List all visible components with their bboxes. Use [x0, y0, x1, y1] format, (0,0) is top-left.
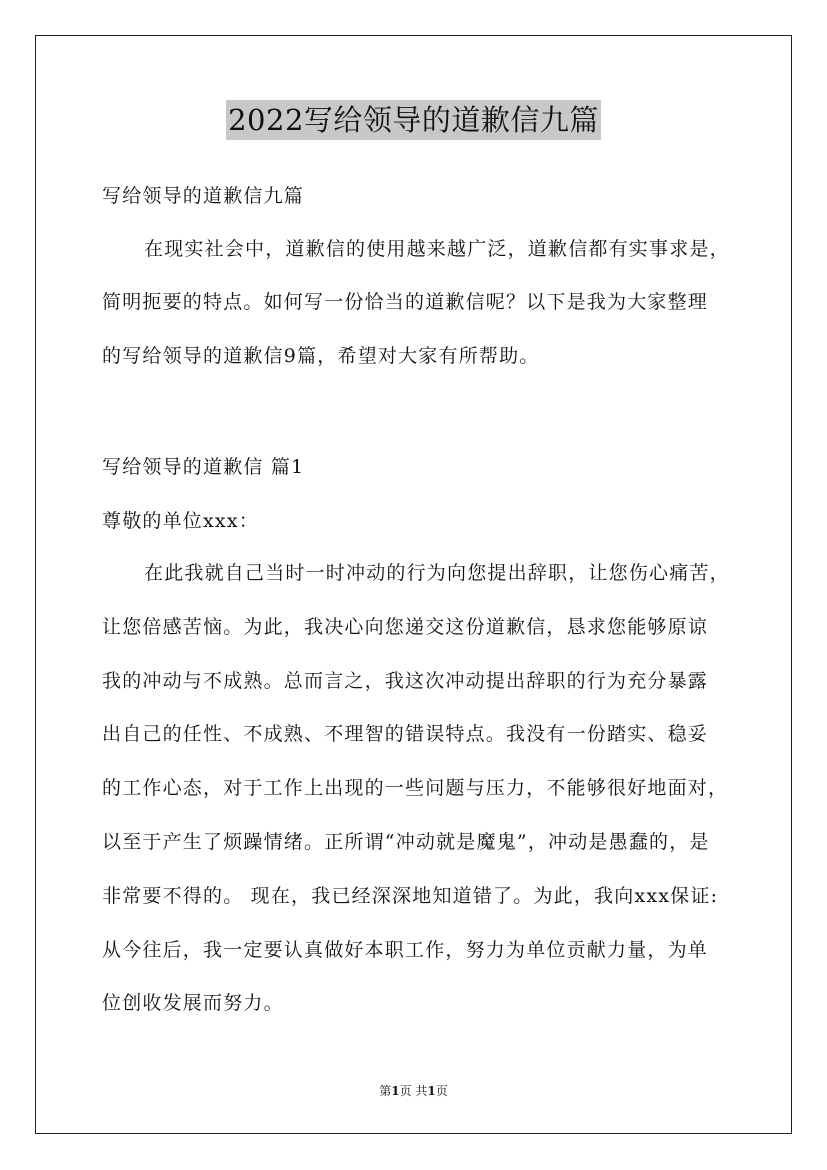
salutation: 尊敬的单位xxx： — [102, 510, 259, 532]
title-container — [0, 100, 827, 140]
footer-prefix: 第 — [379, 1084, 392, 1098]
footer-total-pages: 1 — [427, 1084, 436, 1098]
body-line: 在此我就自己当时一时冲动的行为向您提出辞职，让您伤心痛苦， — [144, 562, 730, 584]
body-line: 以至于产生了烦躁情绪。正所谓“冲动就是魔鬼”，冲动是愚蠢的，是 — [102, 831, 710, 853]
footer-page-number: 1 — [391, 1084, 400, 1098]
intro-line: 简明扼要的特点。如何写一份恰当的道歉信呢？以下是我为大家整理 — [102, 291, 709, 313]
page-footer — [0, 1083, 827, 1099]
section-heading: 写给领导的道歉信 篇1 — [102, 456, 305, 478]
body-line: 的工作心态，对于工作上出现的一些问题与压力，不能够很好地面对， — [102, 777, 729, 799]
body-line: 非常要不得的。 现在，我已经深深地知道错了。为此，我向xxx保证: — [102, 885, 719, 907]
body-line: 出自己的任性、不成熟、不理智的错误特点。我没有一份踏实、稳妥 — [102, 723, 709, 745]
body-line: 我的冲动与不成熟。总而言之，我这次冲动提出辞职的行为充分暴露 — [102, 670, 709, 692]
document-subtitle: 写给领导的道歉信九篇 — [102, 185, 305, 207]
body-line: 让您倍感苦恼。为此，我决心向您递交这份道歉信，恳求您能够原谅 — [102, 616, 709, 638]
body-line: 位创收发展而努力。 — [102, 992, 284, 1014]
intro-line: 在现实社会中，道歉信的使用越来越广泛，道歉信都有实事求是， — [144, 238, 730, 260]
footer-suffix: 页 — [435, 1084, 448, 1098]
intro-line: 的写给领导的道歉信9篇，希望对大家有所帮助。 — [102, 345, 540, 367]
footer-mid: 页 共 — [399, 1084, 428, 1098]
body-line: 从今往后，我一定要认真做好本职工作，努力为单位贡献力量，为单 — [102, 939, 709, 961]
document-title: 2022写给领导的道歉信九篇 — [226, 100, 601, 140]
